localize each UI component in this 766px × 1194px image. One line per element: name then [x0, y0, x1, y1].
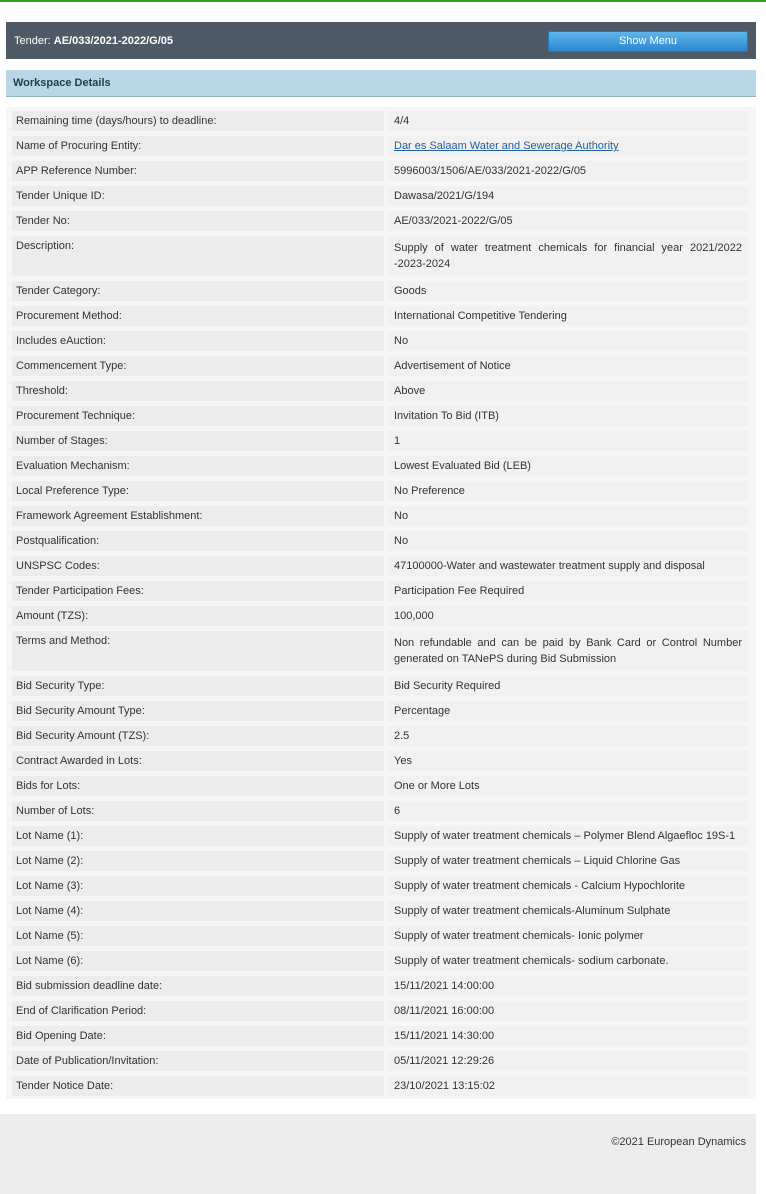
detail-value: 05/11/2021 12:29:26: [388, 1051, 748, 1071]
detail-row-procurement-technique: [6, 406, 756, 426]
detail-label: Local Preference Type:: [12, 481, 384, 501]
detail-value: 1: [388, 431, 748, 451]
detail-value: No Preference: [388, 481, 748, 501]
detail-label: Commencement Type:: [12, 356, 384, 376]
detail-label: Tender No:: [12, 211, 384, 231]
detail-value: 15/11/2021 14:30:00: [388, 1026, 748, 1046]
detail-row-lot-1: [6, 826, 756, 846]
copyright-text: ©2021 European Dynamics: [611, 1136, 746, 1148]
detail-row-number-of-stages: [6, 431, 756, 451]
detail-value: Supply of water treatment chemicals - Calcium Hypochlorite: [388, 876, 748, 896]
detail-value: Supply of water treatment chemicals for financial year 2021/2022 -2023-2024: [388, 236, 748, 276]
detail-value: 15/11/2021 14:00:00: [388, 976, 748, 996]
detail-label: Tender Category:: [12, 281, 384, 301]
detail-label: Bid Security Type:: [12, 676, 384, 696]
detail-label: Bid Security Amount (TZS):: [12, 726, 384, 746]
detail-value: Bid Security Required: [388, 676, 748, 696]
detail-row-bid-security-type: [6, 676, 756, 696]
tender-number: AE/033/2021-2022/G/05: [53, 35, 174, 47]
detail-row-bid-security-amount-type: [6, 701, 756, 721]
detail-label: APP Reference Number:: [12, 161, 384, 181]
top-accent-line: [0, 0, 766, 2]
detail-label: Bids for Lots:: [12, 776, 384, 796]
detail-value: No: [388, 531, 748, 551]
detail-value: Percentage: [388, 701, 748, 721]
detail-row-threshold: [6, 381, 756, 401]
detail-row-app-reference: [6, 161, 756, 181]
tender-header-bar: [6, 22, 756, 59]
detail-label: Date of Publication/Invitation:: [12, 1051, 384, 1071]
detail-label: Lot Name (1):: [12, 826, 384, 846]
detail-value: International Competitive Tendering: [388, 306, 748, 326]
workspace-details-heading: Workspace Details: [6, 70, 756, 97]
detail-label: Procurement Technique:: [12, 406, 384, 426]
detail-row-procuring-entity: [6, 136, 756, 156]
detail-label: Remaining time (days/hours) to deadline:: [12, 111, 384, 131]
detail-label: Bid submission deadline date:: [12, 976, 384, 996]
detail-row-description: [6, 236, 756, 276]
detail-row-publication-date: [6, 1051, 756, 1071]
detail-row-lot-2: [6, 851, 756, 871]
detail-value: Advertisement of Notice: [388, 356, 748, 376]
detail-value: 6: [388, 801, 748, 821]
detail-label: Tender Unique ID:: [12, 186, 384, 206]
detail-value: 100,000: [388, 606, 748, 626]
detail-value: Lowest Evaluated Bid (LEB): [388, 456, 748, 476]
detail-label: Evaluation Mechanism:: [12, 456, 384, 476]
detail-value: Supply of water treatment chemicals- sodium carbonate.: [388, 951, 748, 971]
detail-value: 23/10/2021 13:15:02: [388, 1076, 748, 1096]
detail-row-lot-3: [6, 876, 756, 896]
detail-label: Lot Name (5):: [12, 926, 384, 946]
detail-label: Postqualification:: [12, 531, 384, 551]
detail-row-remaining-time: [6, 111, 756, 131]
detail-value: Supply of water treatment chemicals – Liquid Chlorine Gas: [388, 851, 748, 871]
detail-row-commencement-type: [6, 356, 756, 376]
detail-label: Procurement Method:: [12, 306, 384, 326]
detail-row-awarded-in-lots: [6, 751, 756, 771]
detail-label: Includes eAuction:: [12, 331, 384, 351]
detail-label: Tender Notice Date:: [12, 1076, 384, 1096]
detail-value: Supply of water treatment chemicals-Aluminum Sulphate: [388, 901, 748, 921]
detail-value: Invitation To Bid (ITB): [388, 406, 748, 426]
detail-row-tender-notice-date: [6, 1076, 756, 1096]
detail-value: Participation Fee Required: [388, 581, 748, 601]
detail-row-bid-submission-deadline: [6, 976, 756, 996]
detail-label: Lot Name (6):: [12, 951, 384, 971]
detail-value: 2.5: [388, 726, 748, 746]
detail-row-unspsc-codes: [6, 556, 756, 576]
detail-row-bid-security-amount: [6, 726, 756, 746]
detail-label: End of Clarification Period:: [12, 1001, 384, 1021]
detail-row-lot-6: [6, 951, 756, 971]
detail-row-lot-5: [6, 926, 756, 946]
detail-row-number-of-lots: [6, 801, 756, 821]
detail-value: 08/11/2021 16:00:00: [388, 1001, 748, 1021]
detail-value: 4/4: [388, 111, 748, 131]
detail-row-tender-category: [6, 281, 756, 301]
detail-label: Name of Procuring Entity:: [12, 136, 384, 156]
detail-row-bids-for-lots: [6, 776, 756, 796]
detail-value: 5996003/1506/AE/033/2021-2022/G/05: [388, 161, 748, 181]
detail-value: No: [388, 331, 748, 351]
detail-label: Number of Stages:: [12, 431, 384, 451]
detail-label: Lot Name (3):: [12, 876, 384, 896]
detail-label: Description:: [12, 236, 384, 276]
tender-prefix: Tender:: [14, 35, 51, 47]
detail-row-bid-opening-date: [6, 1026, 756, 1046]
detail-value: [388, 136, 748, 156]
detail-row-lot-4: [6, 901, 756, 921]
detail-row-procurement-method: [6, 306, 756, 326]
show-menu-button[interactable]: Show Menu: [548, 31, 748, 52]
detail-row-amount: [6, 606, 756, 626]
detail-value: 47100000-Water and wastewater treatment supply and disposal: [388, 556, 748, 576]
detail-value: Supply of water treatment chemicals- Ionic polymer: [388, 926, 748, 946]
tender-title: [14, 35, 173, 47]
detail-value: Dawasa/2021/G/194: [388, 186, 748, 206]
detail-label: UNSPSC Codes:: [12, 556, 384, 576]
detail-row-tender-no: [6, 211, 756, 231]
detail-value: Supply of water treatment chemicals – Polymer Blend Algaefloc 19S-1: [388, 826, 748, 846]
detail-value: One or More Lots: [388, 776, 748, 796]
detail-label: Terms and Method:: [12, 631, 384, 671]
detail-row-local-preference: [6, 481, 756, 501]
detail-row-participation-fees: [6, 581, 756, 601]
detail-value: No: [388, 506, 748, 526]
detail-value: Above: [388, 381, 748, 401]
detail-value: Non refundable and can be paid by Bank Card or Control Number generated on TANePS during Bid Submission: [388, 631, 748, 671]
detail-label: Threshold:: [12, 381, 384, 401]
detail-label: Bid Security Amount Type:: [12, 701, 384, 721]
procuring-entity-link[interactable]: Dar es Salaam Water and Sewerage Authority: [394, 140, 619, 152]
detail-label: Number of Lots:: [12, 801, 384, 821]
detail-row-evaluation-mechanism: [6, 456, 756, 476]
workspace-details-table: [6, 107, 756, 1099]
detail-label: Bid Opening Date:: [12, 1026, 384, 1046]
detail-value: Goods: [388, 281, 748, 301]
detail-label: Lot Name (2):: [12, 851, 384, 871]
detail-row-postqualification: [6, 531, 756, 551]
detail-label: Framework Agreement Establishment:: [12, 506, 384, 526]
detail-row-terms-method: [6, 631, 756, 671]
detail-row-framework-agreement: [6, 506, 756, 526]
detail-value: AE/033/2021-2022/G/05: [388, 211, 748, 231]
detail-label: Lot Name (4):: [12, 901, 384, 921]
detail-value: Yes: [388, 751, 748, 771]
detail-row-tender-unique-id: [6, 186, 756, 206]
detail-label: Contract Awarded in Lots:: [12, 751, 384, 771]
detail-label: Tender Participation Fees:: [12, 581, 384, 601]
detail-row-clarification-end: [6, 1001, 756, 1021]
page-footer: [0, 1114, 756, 1194]
detail-label: Amount (TZS):: [12, 606, 384, 626]
detail-row-eauction: [6, 331, 756, 351]
